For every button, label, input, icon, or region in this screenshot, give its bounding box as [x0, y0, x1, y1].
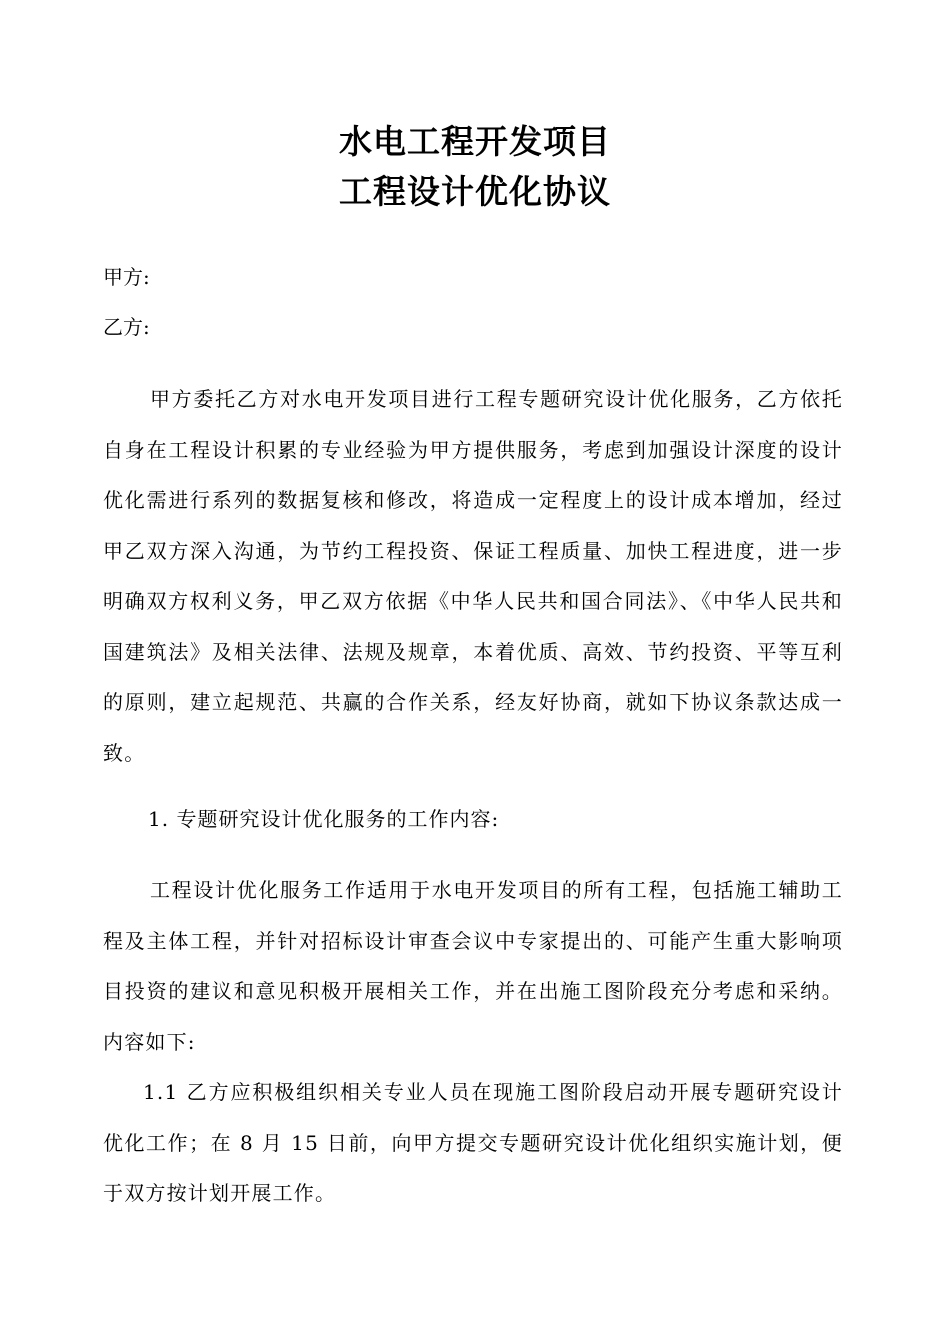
clause-1-1: 1.1 乙方应积极组织相关专业人员在现施工图阶段启动开展专题研究设计优化工作；在 8 月 15 日前，向甲方提交专题研究设计优化组织实施计划，便于双方按计划开展工作。 [103, 1080, 843, 1205]
party-a-label: 甲方: [103, 265, 150, 289]
party-b-label: 乙方: [103, 315, 150, 339]
section-1-body: 工程设计优化服务工作适用于水电开发项目的所有工程，包括施工辅助工程及主体工程，并针对招标设计审查会议中专家提出的、可能产生重大影响项目投资的建议和意见积极开展相关工作，并在出施工图阶段充分考虑和采纳。内容如下: [103, 878, 843, 1054]
section-1-heading: 1. 专题研究设计优化服务的工作内容: [148, 807, 500, 831]
intro-paragraph: 甲方委托乙方对水电开发项目进行工程专题研究设计优化服务，乙方依托自身在工程设计积累的专业经验为甲方提供服务，考虑到加强设计深度的设计优化需进行系列的数据复核和修改，将造成一定程度上的设计成本增加，经过甲乙双方深入沟通，为节约工程投资、保证工程质量、加快工程进度，进一步明确双方权利义务，甲乙双方依据《中华人民共和国合同法》、《中华人民共和国建筑法》及相关法律、法规及规章，本着优质、高效、节约投资、平等互利的原则，建立起规范、共赢的合作关系，经友好协商，就如下协议条款达成一致。 [103, 387, 843, 765]
document-title-line-2: 工程设计优化协议 [339, 172, 611, 211]
document-title-line-1: 水电工程开发项目 [339, 122, 611, 161]
